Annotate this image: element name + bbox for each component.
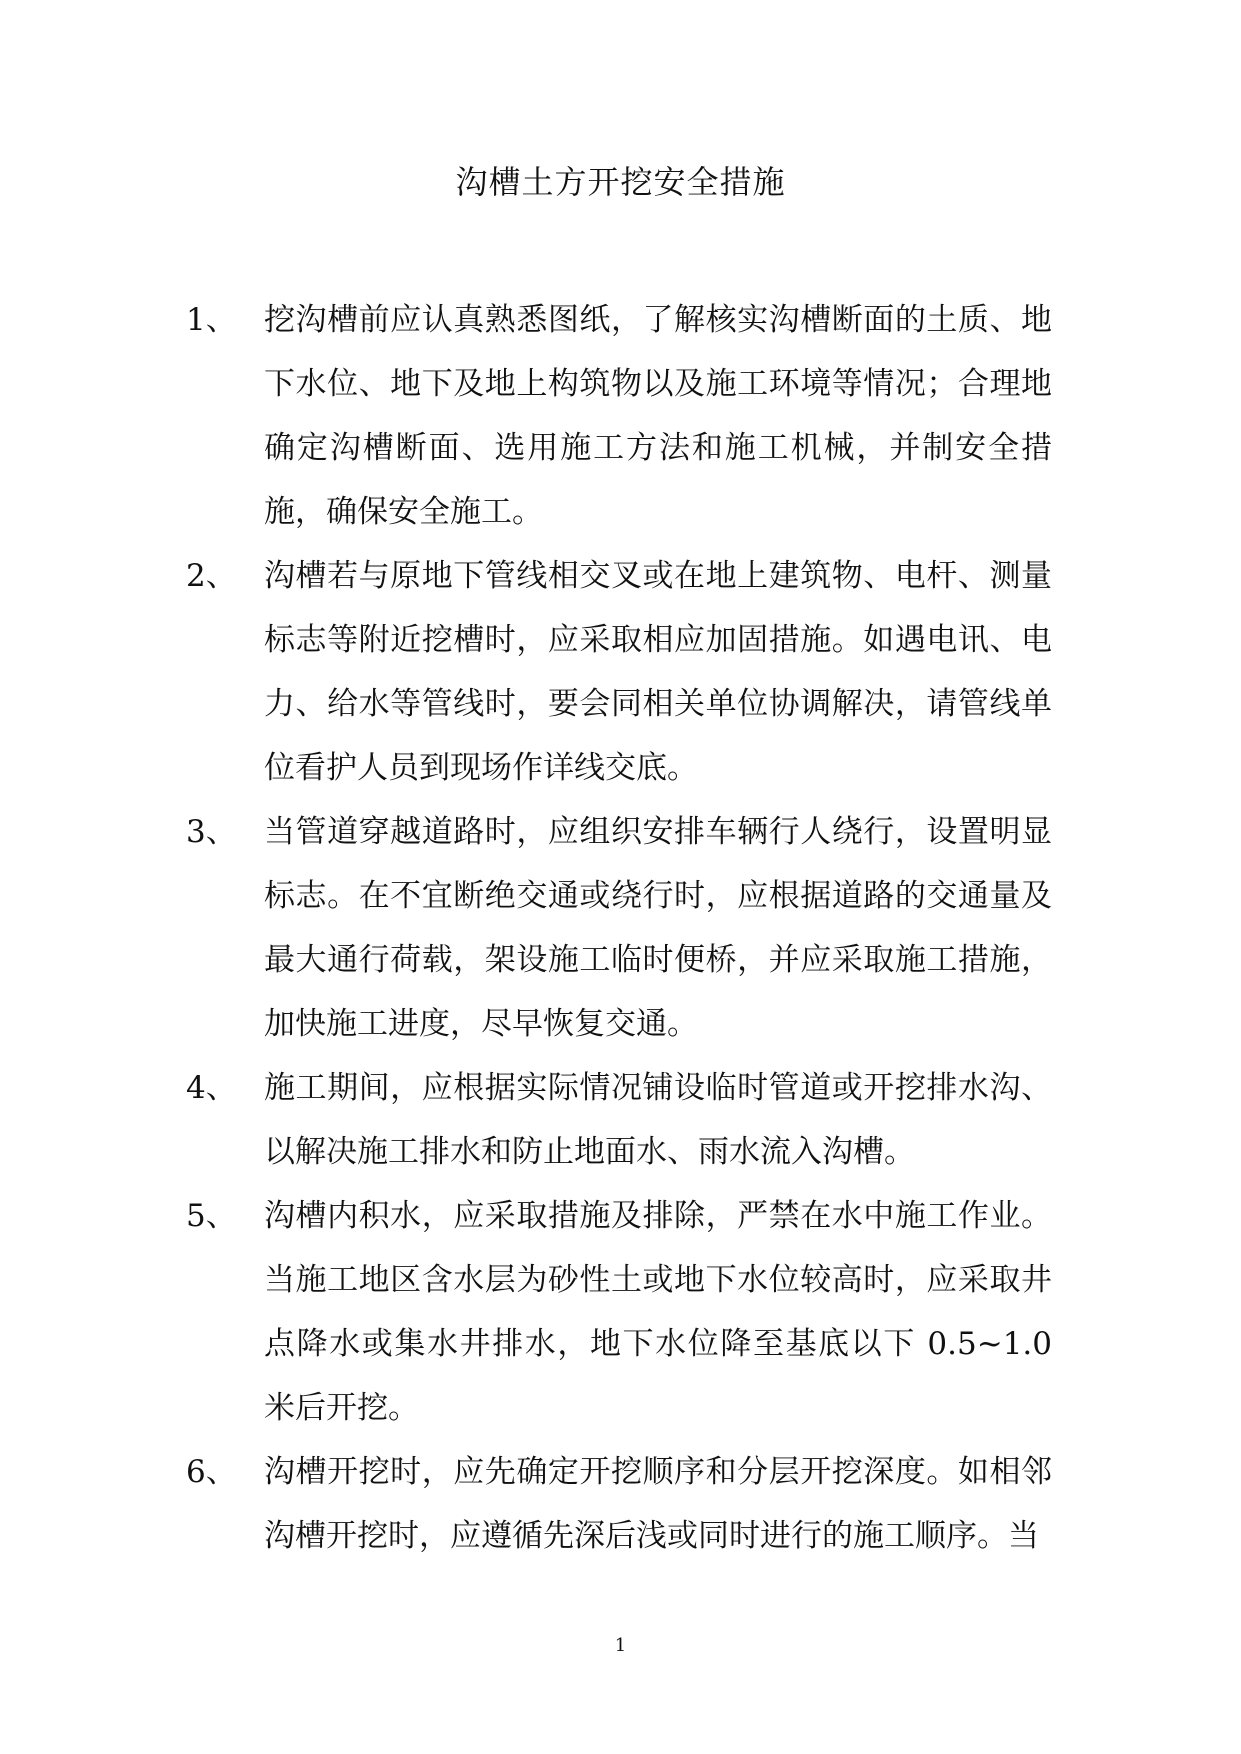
list-item xyxy=(186,800,1056,1056)
list-item xyxy=(186,1056,1056,1184)
item-text: 沟槽若与原地下管线相交叉或在地上建筑物、电杆、测量标志等附近挖槽时，应采取相应加固措施。如遇电讯、电力、给水等管线时，要会同相关单位协调解决，请管线单位看护人员到现场作详线交底。 xyxy=(264,558,1052,786)
list-item xyxy=(186,288,1056,544)
list-item xyxy=(186,1440,1056,1568)
measures-list xyxy=(186,288,1056,1568)
list-item xyxy=(186,544,1056,800)
item-text: 当管道穿越道路时，应组织安排车辆行人绕行，设置明显标志。在不宜断绝交通或绕行时，应根据道路的交通量及最大通行荷载，架设施工临时便桥，并应采取施工措施，加快施工进度，尽早恢复交通。 xyxy=(264,814,1052,1042)
item-number: 4、 xyxy=(186,1070,237,1106)
item-text: 施工期间，应根据实际情况铺设临时管道或开挖排水沟、以解决施工排水和防止地面水、雨水流入沟槽。 xyxy=(264,1070,1052,1170)
item-number: 6、 xyxy=(186,1454,237,1490)
item-number: 5、 xyxy=(186,1198,237,1234)
page-number: 1 xyxy=(614,1635,627,1656)
item-text: 沟槽开挖时，应先确定开挖顺序和分层开挖深度。如相邻沟槽开挖时，应遵循先深后浅或同时进行的施工顺序。当 xyxy=(264,1454,1052,1554)
item-number: 3、 xyxy=(186,814,237,850)
item-number: 2、 xyxy=(186,558,237,594)
item-text: 沟槽内积水，应采取措施及排除，严禁在水中施工作业。当施工地区含水层为砂性土或地下水位较高时，应采取井点降水或集水井排水，地下水位降至基底以下 0.5~1.0 米后开挖。 xyxy=(264,1198,1052,1426)
list-item xyxy=(186,1184,1056,1440)
document-title: 沟槽土方开挖安全措施 xyxy=(455,163,786,201)
item-text: 挖沟槽前应认真熟悉图纸，了解核实沟槽断面的土质、地下水位、地下及地上构筑物以及施工环境等情况；合理地确定沟槽断面、选用施工方法和施工机械，并制安全措施，确保安全施工。 xyxy=(264,302,1052,530)
item-number: 1、 xyxy=(186,302,237,338)
